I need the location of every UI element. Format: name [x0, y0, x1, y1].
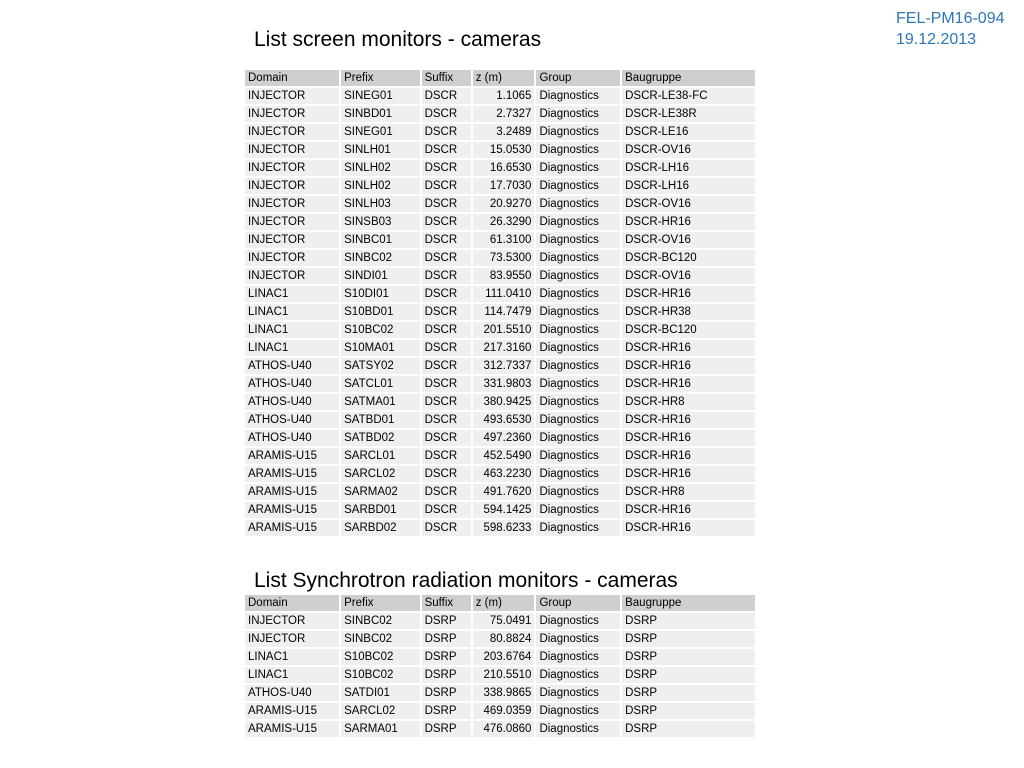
cell-group: Diagnostics [536, 286, 620, 302]
cell-baugruppe: DSCR-HR16 [622, 448, 755, 464]
cell-domain: ATHOS-U40 [245, 394, 339, 410]
cell-prefix: SARBD02 [341, 520, 419, 536]
cell-suffix: DSRP [422, 685, 471, 701]
cell-z-position: 497.2360 [473, 430, 535, 446]
cell-suffix: DSCR [422, 268, 471, 284]
cell-domain: INJECTOR [245, 106, 339, 122]
cell-prefix: SATCL01 [341, 376, 419, 392]
cell-suffix: DSCR [422, 304, 471, 320]
cell-domain: INJECTOR [245, 631, 339, 647]
cell-prefix: SINLH02 [341, 178, 419, 194]
cell-z-position: 61.3100 [473, 232, 535, 248]
cell-z-position: 469.0359 [473, 703, 535, 719]
cell-z-position: 201.5510 [473, 322, 535, 338]
cell-group: Diagnostics [536, 322, 620, 338]
cell-prefix: SINBD01 [341, 106, 419, 122]
cell-domain: ARAMIS-U15 [245, 484, 339, 500]
cell-z-position: 114.7479 [473, 304, 535, 320]
sr-monitors-table [243, 593, 757, 739]
cell-baugruppe: DSRP [622, 685, 755, 701]
cell-domain: LINAC1 [245, 286, 339, 302]
cell-group: Diagnostics [536, 613, 620, 629]
cell-prefix: S10BC02 [341, 667, 419, 683]
cell-group: Diagnostics [536, 304, 620, 320]
table-row [245, 649, 755, 665]
column-header-domain: Domain [245, 595, 339, 611]
column-header-baugruppe: Baugruppe [622, 70, 755, 86]
table-row [245, 376, 755, 392]
cell-suffix: DSCR [422, 88, 471, 104]
cell-domain: ARAMIS-U15 [245, 502, 339, 518]
cell-prefix: SINLH03 [341, 196, 419, 212]
cell-baugruppe: DSCR-OV16 [622, 142, 755, 158]
cell-baugruppe: DSRP [622, 631, 755, 647]
cell-domain: ATHOS-U40 [245, 685, 339, 701]
cell-prefix: S10DI01 [341, 286, 419, 302]
cell-domain: INJECTOR [245, 160, 339, 176]
cell-group: Diagnostics [536, 394, 620, 410]
cell-prefix: SINBC02 [341, 250, 419, 266]
column-header-z-position: z (m) [473, 595, 535, 611]
cell-prefix: SARCL02 [341, 466, 419, 482]
cell-baugruppe: DSRP [622, 613, 755, 629]
table-row [245, 232, 755, 248]
table-row [245, 322, 755, 338]
table-row [245, 703, 755, 719]
table-row [245, 196, 755, 212]
cell-suffix: DSCR [422, 196, 471, 212]
table-row [245, 88, 755, 104]
cell-baugruppe: DSRP [622, 703, 755, 719]
cell-group: Diagnostics [536, 214, 620, 230]
cell-prefix: SATSY02 [341, 358, 419, 374]
cell-suffix: DSRP [422, 703, 471, 719]
cell-z-position: 15.0530 [473, 142, 535, 158]
cell-z-position: 598.6233 [473, 520, 535, 536]
cell-baugruppe: DSRP [622, 649, 755, 665]
cell-baugruppe: DSCR-HR16 [622, 214, 755, 230]
column-header-domain: Domain [245, 70, 339, 86]
cell-group: Diagnostics [536, 703, 620, 719]
cell-group: Diagnostics [536, 124, 620, 140]
cell-z-position: 203.6764 [473, 649, 535, 665]
cell-group: Diagnostics [536, 178, 620, 194]
cell-baugruppe: DSCR-BC120 [622, 250, 755, 266]
table-row [245, 160, 755, 176]
cell-domain: INJECTOR [245, 232, 339, 248]
cell-suffix: DSCR [422, 394, 471, 410]
cell-prefix: SINBC02 [341, 631, 419, 647]
cell-domain: LINAC1 [245, 304, 339, 320]
cell-group: Diagnostics [536, 196, 620, 212]
cell-group: Diagnostics [536, 340, 620, 356]
cell-z-position: 380.9425 [473, 394, 535, 410]
cell-z-position: 111.0410 [473, 286, 535, 302]
cell-baugruppe: DSCR-HR16 [622, 502, 755, 518]
table-row [245, 178, 755, 194]
cell-suffix: DSCR [422, 106, 471, 122]
cell-group: Diagnostics [536, 430, 620, 446]
cell-suffix: DSCR [422, 232, 471, 248]
cell-prefix: SINDI01 [341, 268, 419, 284]
cell-group: Diagnostics [536, 160, 620, 176]
cell-z-position: 73.5300 [473, 250, 535, 266]
cell-z-position: 2.7327 [473, 106, 535, 122]
cell-suffix: DSCR [422, 430, 471, 446]
cell-suffix: DSCR [422, 466, 471, 482]
cell-prefix: SINEG01 [341, 124, 419, 140]
cell-baugruppe: DSCR-HR16 [622, 376, 755, 392]
cell-z-position: 83.9550 [473, 268, 535, 284]
table-row [245, 430, 755, 446]
cell-prefix: S10BC02 [341, 322, 419, 338]
table-row [245, 394, 755, 410]
cell-domain: LINAC1 [245, 322, 339, 338]
column-header-group: Group [536, 70, 620, 86]
cell-prefix: S10BD01 [341, 304, 419, 320]
cell-z-position: 3.2489 [473, 124, 535, 140]
cell-domain: ATHOS-U40 [245, 412, 339, 428]
cell-group: Diagnostics [536, 412, 620, 428]
table-row [245, 502, 755, 518]
cell-baugruppe: DSCR-OV16 [622, 232, 755, 248]
table-row [245, 631, 755, 647]
cell-baugruppe: DSCR-HR8 [622, 484, 755, 500]
cell-domain: ARAMIS-U15 [245, 703, 339, 719]
sr-monitors-title: List Synchrotron radiation monitors - cameras [254, 569, 678, 592]
cell-suffix: DSCR [422, 484, 471, 500]
cell-z-position: 17.7030 [473, 178, 535, 194]
cell-suffix: DSCR [422, 358, 471, 374]
cell-z-position: 452.5490 [473, 448, 535, 464]
cell-prefix: SARCL02 [341, 703, 419, 719]
cell-suffix: DSCR [422, 412, 471, 428]
cell-domain: LINAC1 [245, 649, 339, 665]
cell-group: Diagnostics [536, 667, 620, 683]
cell-group: Diagnostics [536, 502, 620, 518]
cell-baugruppe: DSRP [622, 721, 755, 737]
cell-z-position: 463.2230 [473, 466, 535, 482]
cell-suffix: DSRP [422, 721, 471, 737]
cell-baugruppe: DSCR-LE38R [622, 106, 755, 122]
cell-prefix: SARMA01 [341, 721, 419, 737]
cell-domain: INJECTOR [245, 142, 339, 158]
cell-group: Diagnostics [536, 376, 620, 392]
cell-prefix: SATDI01 [341, 685, 419, 701]
cell-suffix: DSCR [422, 214, 471, 230]
cell-baugruppe: DSCR-LH16 [622, 178, 755, 194]
table-header-row [245, 70, 755, 86]
cell-baugruppe: DSCR-HR38 [622, 304, 755, 320]
cell-z-position: 331.9803 [473, 376, 535, 392]
cell-group: Diagnostics [536, 520, 620, 536]
cell-prefix: SINSB03 [341, 214, 419, 230]
table-row [245, 214, 755, 230]
document-code: FEL-PM16-094 [896, 10, 1005, 27]
table-row [245, 466, 755, 482]
document-id [896, 8, 1005, 50]
cell-z-position: 80.8824 [473, 631, 535, 647]
cell-suffix: DSCR [422, 124, 471, 140]
cell-suffix: DSCR [422, 142, 471, 158]
cell-prefix: SARMA02 [341, 484, 419, 500]
cell-suffix: DSCR [422, 178, 471, 194]
cell-baugruppe: DSCR-BC120 [622, 322, 755, 338]
column-header-suffix: Suffix [422, 595, 471, 611]
cell-domain: LINAC1 [245, 667, 339, 683]
table-row [245, 106, 755, 122]
table-row [245, 268, 755, 284]
cell-baugruppe: DSCR-LE16 [622, 124, 755, 140]
cell-group: Diagnostics [536, 88, 620, 104]
table-row [245, 484, 755, 500]
cell-domain: ATHOS-U40 [245, 430, 339, 446]
cell-prefix: SARBD01 [341, 502, 419, 518]
cell-suffix: DSCR [422, 322, 471, 338]
cell-domain: ARAMIS-U15 [245, 448, 339, 464]
cell-z-position: 26.3290 [473, 214, 535, 230]
cell-baugruppe: DSCR-LH16 [622, 160, 755, 176]
cell-domain: ATHOS-U40 [245, 358, 339, 374]
cell-baugruppe: DSCR-LE38-FC [622, 88, 755, 104]
screen-monitors-title: List screen monitors - cameras [254, 28, 542, 51]
cell-baugruppe: DSRP [622, 667, 755, 683]
table-row [245, 304, 755, 320]
cell-z-position: 217.3160 [473, 340, 535, 356]
cell-group: Diagnostics [536, 466, 620, 482]
cell-baugruppe: DSCR-OV16 [622, 196, 755, 212]
cell-prefix: S10BC02 [341, 649, 419, 665]
column-header-prefix: Prefix [341, 595, 419, 611]
table-row [245, 721, 755, 737]
cell-domain: ARAMIS-U15 [245, 466, 339, 482]
screen-monitors-table [243, 68, 757, 538]
cell-z-position: 594.1425 [473, 502, 535, 518]
cell-suffix: DSCR [422, 376, 471, 392]
cell-baugruppe: DSCR-HR16 [622, 286, 755, 302]
table-row [245, 412, 755, 428]
column-header-z-position: z (m) [473, 70, 535, 86]
table-row [245, 613, 755, 629]
column-header-group: Group [536, 595, 620, 611]
cell-suffix: DSCR [422, 250, 471, 266]
table-row [245, 520, 755, 536]
table-row [245, 685, 755, 701]
cell-group: Diagnostics [536, 106, 620, 122]
column-header-prefix: Prefix [341, 70, 419, 86]
document-date: 19.12.2013 [896, 31, 977, 48]
cell-domain: LINAC1 [245, 340, 339, 356]
cell-baugruppe: DSCR-HR8 [622, 394, 755, 410]
cell-domain: INJECTOR [245, 88, 339, 104]
cell-domain: ARAMIS-U15 [245, 721, 339, 737]
cell-group: Diagnostics [536, 649, 620, 665]
cell-prefix: S10MA01 [341, 340, 419, 356]
cell-baugruppe: DSCR-HR16 [622, 430, 755, 446]
cell-suffix: DSCR [422, 286, 471, 302]
cell-group: Diagnostics [536, 685, 620, 701]
cell-z-position: 210.5510 [473, 667, 535, 683]
cell-suffix: DSCR [422, 520, 471, 536]
cell-z-position: 338.9865 [473, 685, 535, 701]
cell-z-position: 312.7337 [473, 358, 535, 374]
cell-baugruppe: DSCR-HR16 [622, 340, 755, 356]
table-row [245, 448, 755, 464]
cell-domain: INJECTOR [245, 268, 339, 284]
cell-suffix: DSCR [422, 502, 471, 518]
cell-group: Diagnostics [536, 232, 620, 248]
table-row [245, 250, 755, 266]
cell-z-position: 476.0860 [473, 721, 535, 737]
table-row [245, 358, 755, 374]
cell-domain: ARAMIS-U15 [245, 520, 339, 536]
cell-baugruppe: DSCR-OV16 [622, 268, 755, 284]
cell-suffix: DSRP [422, 613, 471, 629]
cell-group: Diagnostics [536, 631, 620, 647]
cell-group: Diagnostics [536, 358, 620, 374]
cell-prefix: SINLH01 [341, 142, 419, 158]
column-header-baugruppe: Baugruppe [622, 595, 755, 611]
cell-group: Diagnostics [536, 721, 620, 737]
cell-suffix: DSRP [422, 631, 471, 647]
cell-domain: INJECTOR [245, 178, 339, 194]
cell-z-position: 16.6530 [473, 160, 535, 176]
cell-domain: INJECTOR [245, 250, 339, 266]
cell-domain: INJECTOR [245, 124, 339, 140]
cell-prefix: SINEG01 [341, 88, 419, 104]
cell-domain: INJECTOR [245, 613, 339, 629]
cell-prefix: SATMA01 [341, 394, 419, 410]
table-row [245, 142, 755, 158]
cell-prefix: SARCL01 [341, 448, 419, 464]
cell-z-position: 20.9270 [473, 196, 535, 212]
table-row [245, 667, 755, 683]
cell-baugruppe: DSCR-HR16 [622, 520, 755, 536]
column-header-suffix: Suffix [422, 70, 471, 86]
cell-z-position: 493.6530 [473, 412, 535, 428]
cell-baugruppe: DSCR-HR16 [622, 358, 755, 374]
cell-group: Diagnostics [536, 268, 620, 284]
cell-suffix: DSCR [422, 448, 471, 464]
cell-domain: ATHOS-U40 [245, 376, 339, 392]
table-header-row [245, 595, 755, 611]
cell-domain: INJECTOR [245, 196, 339, 212]
cell-prefix: SATBD02 [341, 430, 419, 446]
cell-group: Diagnostics [536, 448, 620, 464]
cell-suffix: DSCR [422, 340, 471, 356]
cell-prefix: SINBC01 [341, 232, 419, 248]
cell-prefix: SINLH02 [341, 160, 419, 176]
cell-z-position: 1.1065 [473, 88, 535, 104]
cell-suffix: DSRP [422, 667, 471, 683]
cell-group: Diagnostics [536, 142, 620, 158]
cell-z-position: 75.0491 [473, 613, 535, 629]
cell-group: Diagnostics [536, 250, 620, 266]
cell-prefix: SATBD01 [341, 412, 419, 428]
cell-group: Diagnostics [536, 484, 620, 500]
table-row [245, 124, 755, 140]
table-row [245, 286, 755, 302]
table-row [245, 340, 755, 356]
cell-baugruppe: DSCR-HR16 [622, 412, 755, 428]
cell-baugruppe: DSCR-HR16 [622, 466, 755, 482]
cell-suffix: DSCR [422, 160, 471, 176]
cell-suffix: DSRP [422, 649, 471, 665]
cell-z-position: 491.7620 [473, 484, 535, 500]
cell-prefix: SINBC02 [341, 613, 419, 629]
cell-domain: INJECTOR [245, 214, 339, 230]
